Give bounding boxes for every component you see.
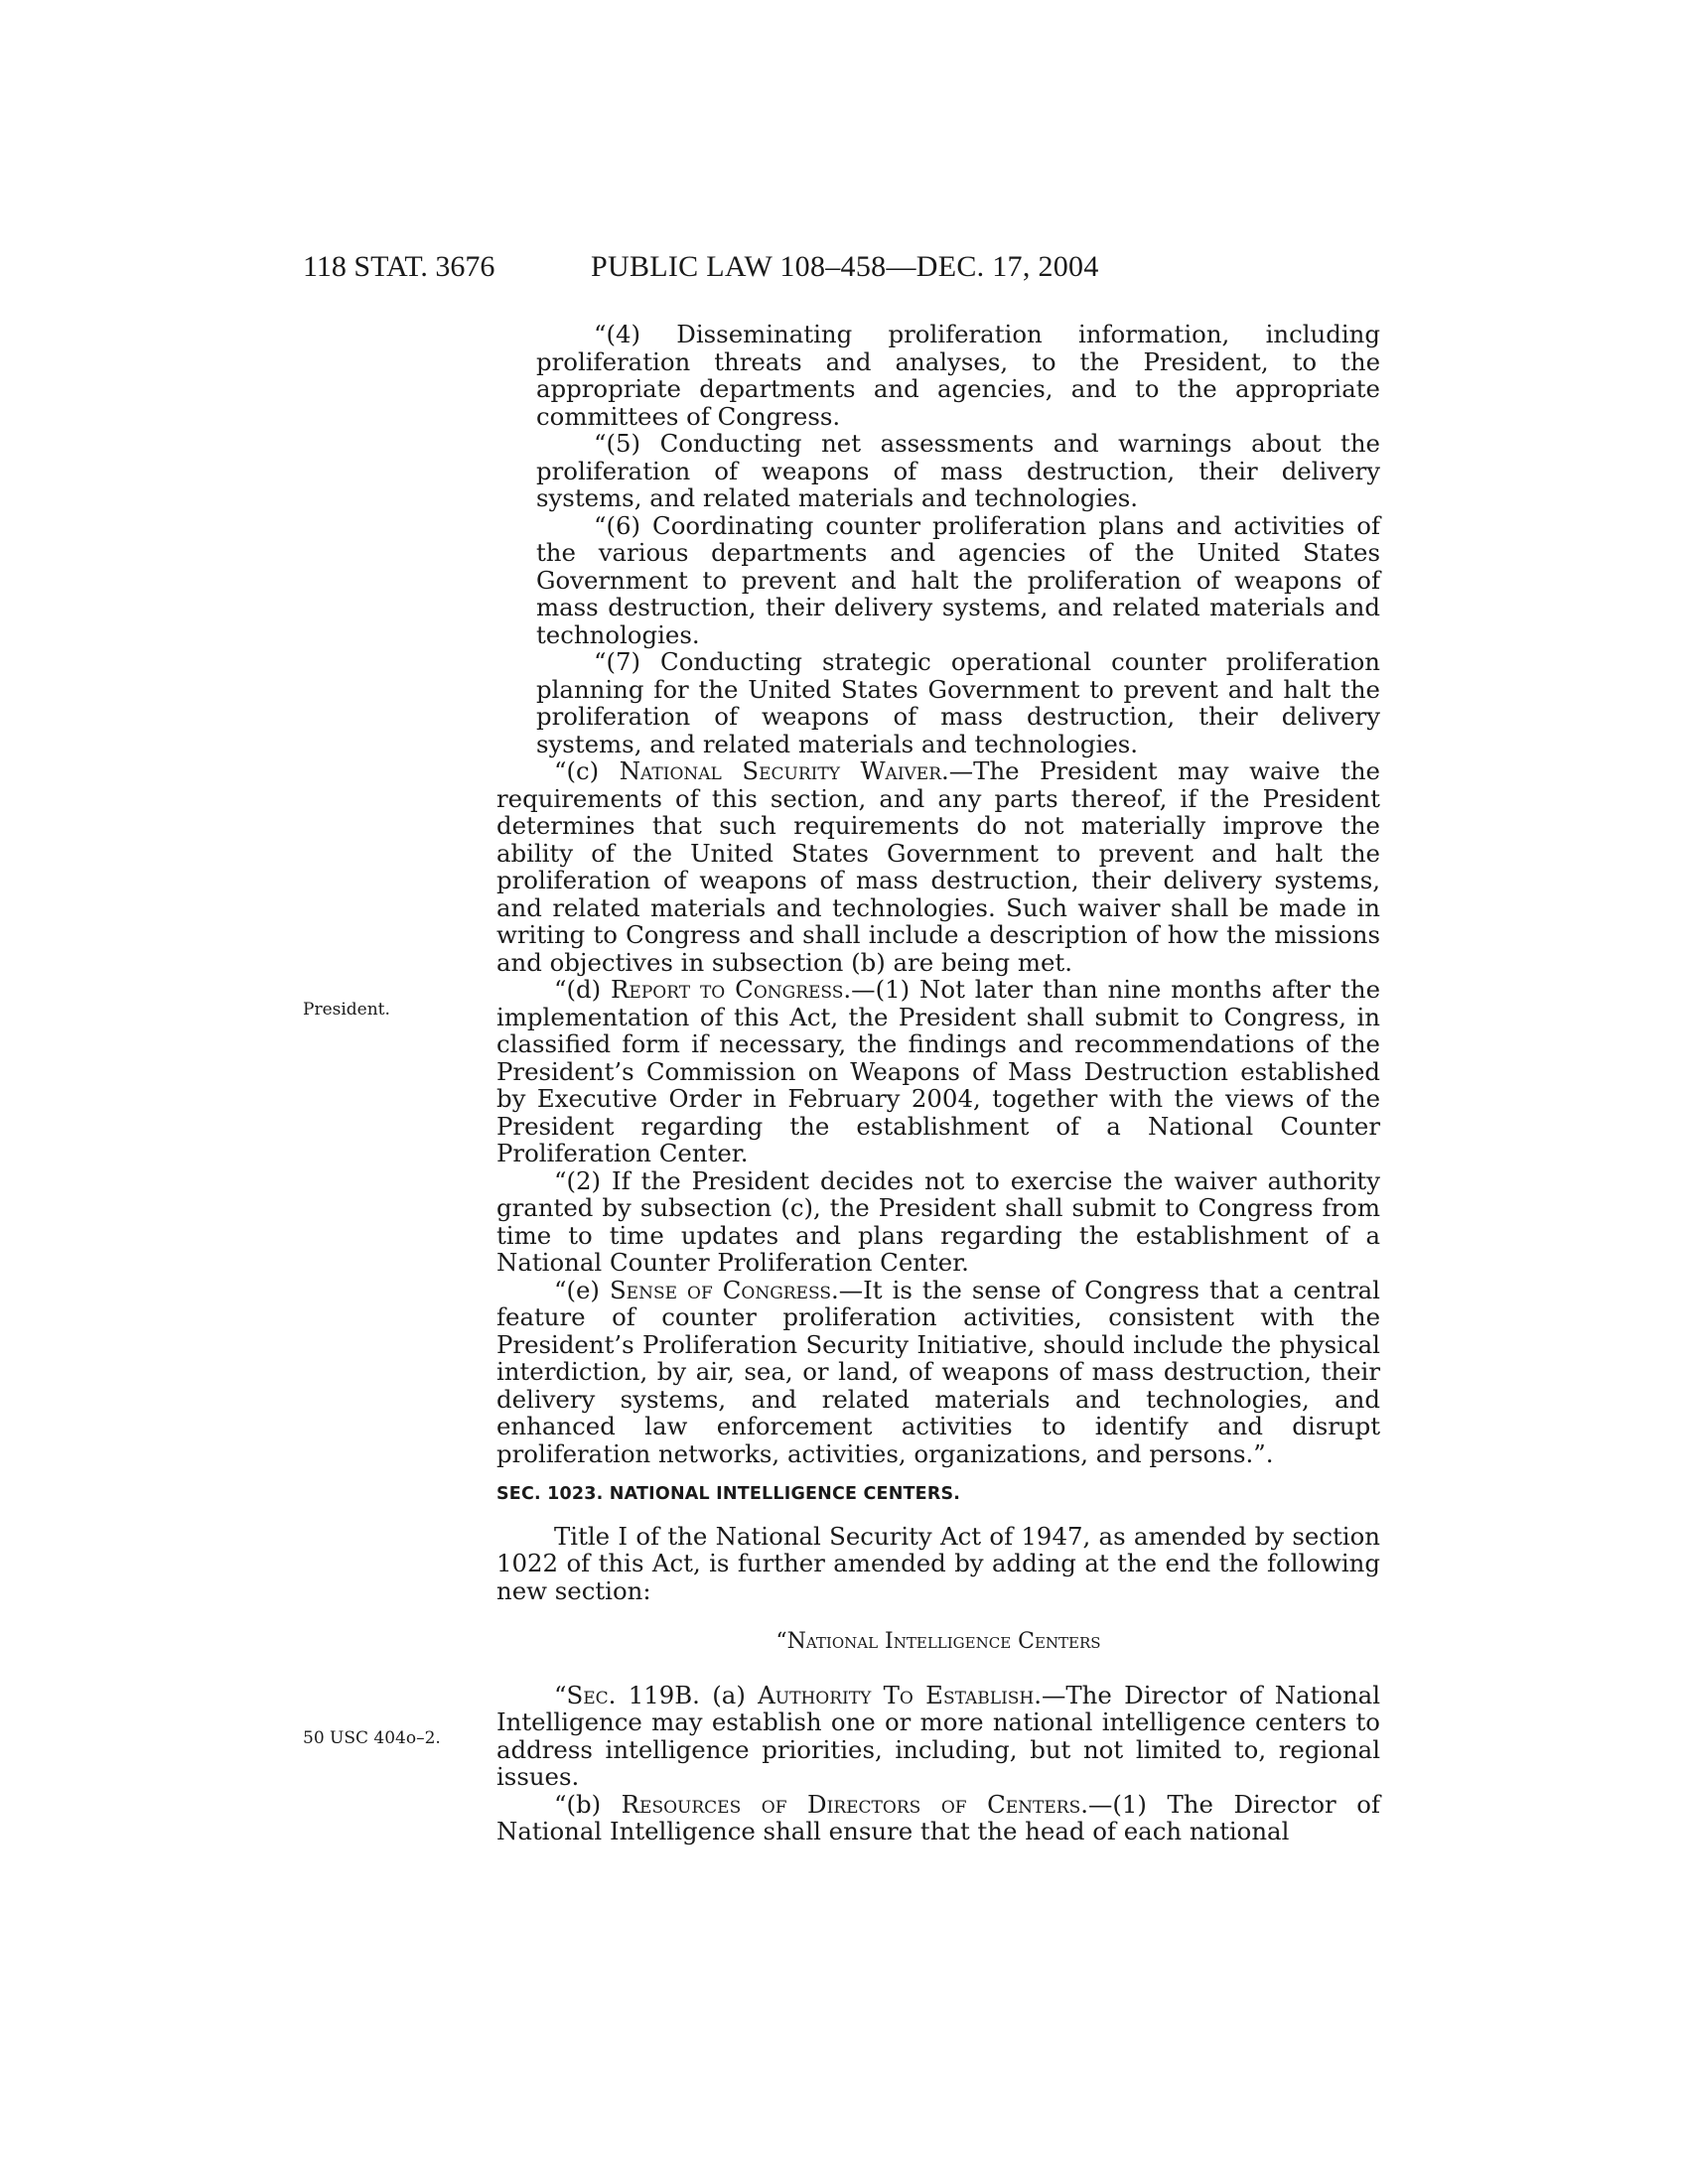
subsection-d-report-to-congress: “(d) Report to Congress.—(1) Not later than nine months after the implementation of this Act, the President shall submit to Congress, in classified form if necessary, the findings and recommendations of the President’s Commission on Weapons of Mass Destruction established by Executive Order in February 2004, together with the views of the President regarding the establishment of a National Counter Proliferation Center. — [496, 975, 1381, 1167]
subsection-d-heading: Report to Congress — [611, 975, 844, 1004]
sec-119b-subsection-b: “(b) Resources of Directors of Centers.—(1) The Director of National Intelligence shall ensure that the head of each national — [496, 1789, 1380, 1845]
paragraph-4: “(4) Disseminating proliferation information, including proliferation threats and analyses, to the President, to the appropriate departments and agencies, and to the appropriate committees of Congress. — [536, 320, 1380, 431]
sec-119b-subsection-a: “Sec. 119B. (a) Authority To Establish.—The Director of National Intelligence may establish one or more national intelligence centers to address intelligence priorities, including, but not limited to, regional issues. — [496, 1680, 1380, 1791]
subsection-c-national-security-waiver: “(c) National Security Waiver.—The President may waive the requirements of this section, and any parts thereof, if the President determines that such requirements do not materially improve the ability of the United States Government to prevent and halt the proliferation of weapons of mass destruction, their delivery systems, and related materials and technologies. Such waiver shall be made in writing to Congress and shall include a description of how the missions and objectives in subsection (b) are being met. — [496, 756, 1380, 977]
national-intelligence-centers-heading: “National Intelligence Centers — [775, 1629, 1101, 1654]
statute-text — [496, 321, 1380, 1845]
public-law-title: PUBLIC LAW 108–458—DEC. 17, 2004 — [591, 250, 1099, 283]
subsection-e-heading: Sense of Congress — [609, 1275, 831, 1304]
subsection-d-paragraph-2: “(2) If the President decides not to exercise the waiver authority granted by subsection (c), the President shall submit to Congress from time to time updates and plans regarding the establishment of a National Counter Proliferation Center. — [496, 1165, 1380, 1277]
stat-page-number: 118 STAT. 3676 — [303, 250, 495, 283]
subsection-a-heading: Authority To Establish — [758, 1680, 1035, 1709]
margin-note-usc-citation: 50 USC 404o–2. — [303, 1728, 441, 1748]
paragraph-7: “(7) Conducting strategic operational counter proliferation planning for the United States Government to prevent and halt the proliferation of weapons of mass destruction, their delivery systems, and related materials and technologies. — [536, 647, 1380, 758]
subsection-b-heading: Resources of Directors of Centers — [621, 1789, 1081, 1819]
paragraph-5: “(5) Conducting net assessments and warnings about the proliferation of weapons of mass destruction, their delivery systems, and related materials and technologies. — [536, 429, 1380, 512]
subsection-e-sense-of-congress: “(e) Sense of Congress.—It is the sense of Congress that a central feature of counter proliferation activities, consistent with the President’s Proliferation Security Initiative, should include the physical interdiction, by air, sea, or land, of weapons of mass destruction, their delivery systems, and related materials and technologies, and enhanced law enforcement activities to identify and disrupt proliferation networks, activities, organizations, and persons.”. — [496, 1275, 1380, 1468]
section-1023-intro: Title I of the National Security Act of 1947, as amended by section 1022 of this Act, is further amended by adding at the end the following new section: — [496, 1521, 1380, 1605]
paragraph-6: “(6) Coordinating counter proliferation plans and activities of the various departments and agencies of the United States Government to prevent and halt the proliferation of weapons of mass destruction, their delivery systems, and related materials and technologies. — [536, 510, 1380, 649]
subsection-c-heading: National Security Waiver — [619, 756, 942, 785]
running-header — [303, 250, 1385, 290]
margin-note-president: President. — [303, 1000, 390, 1020]
section-1023-heading: SEC. 1023. NATIONAL INTELLIGENCE CENTERS. — [496, 1484, 961, 1504]
